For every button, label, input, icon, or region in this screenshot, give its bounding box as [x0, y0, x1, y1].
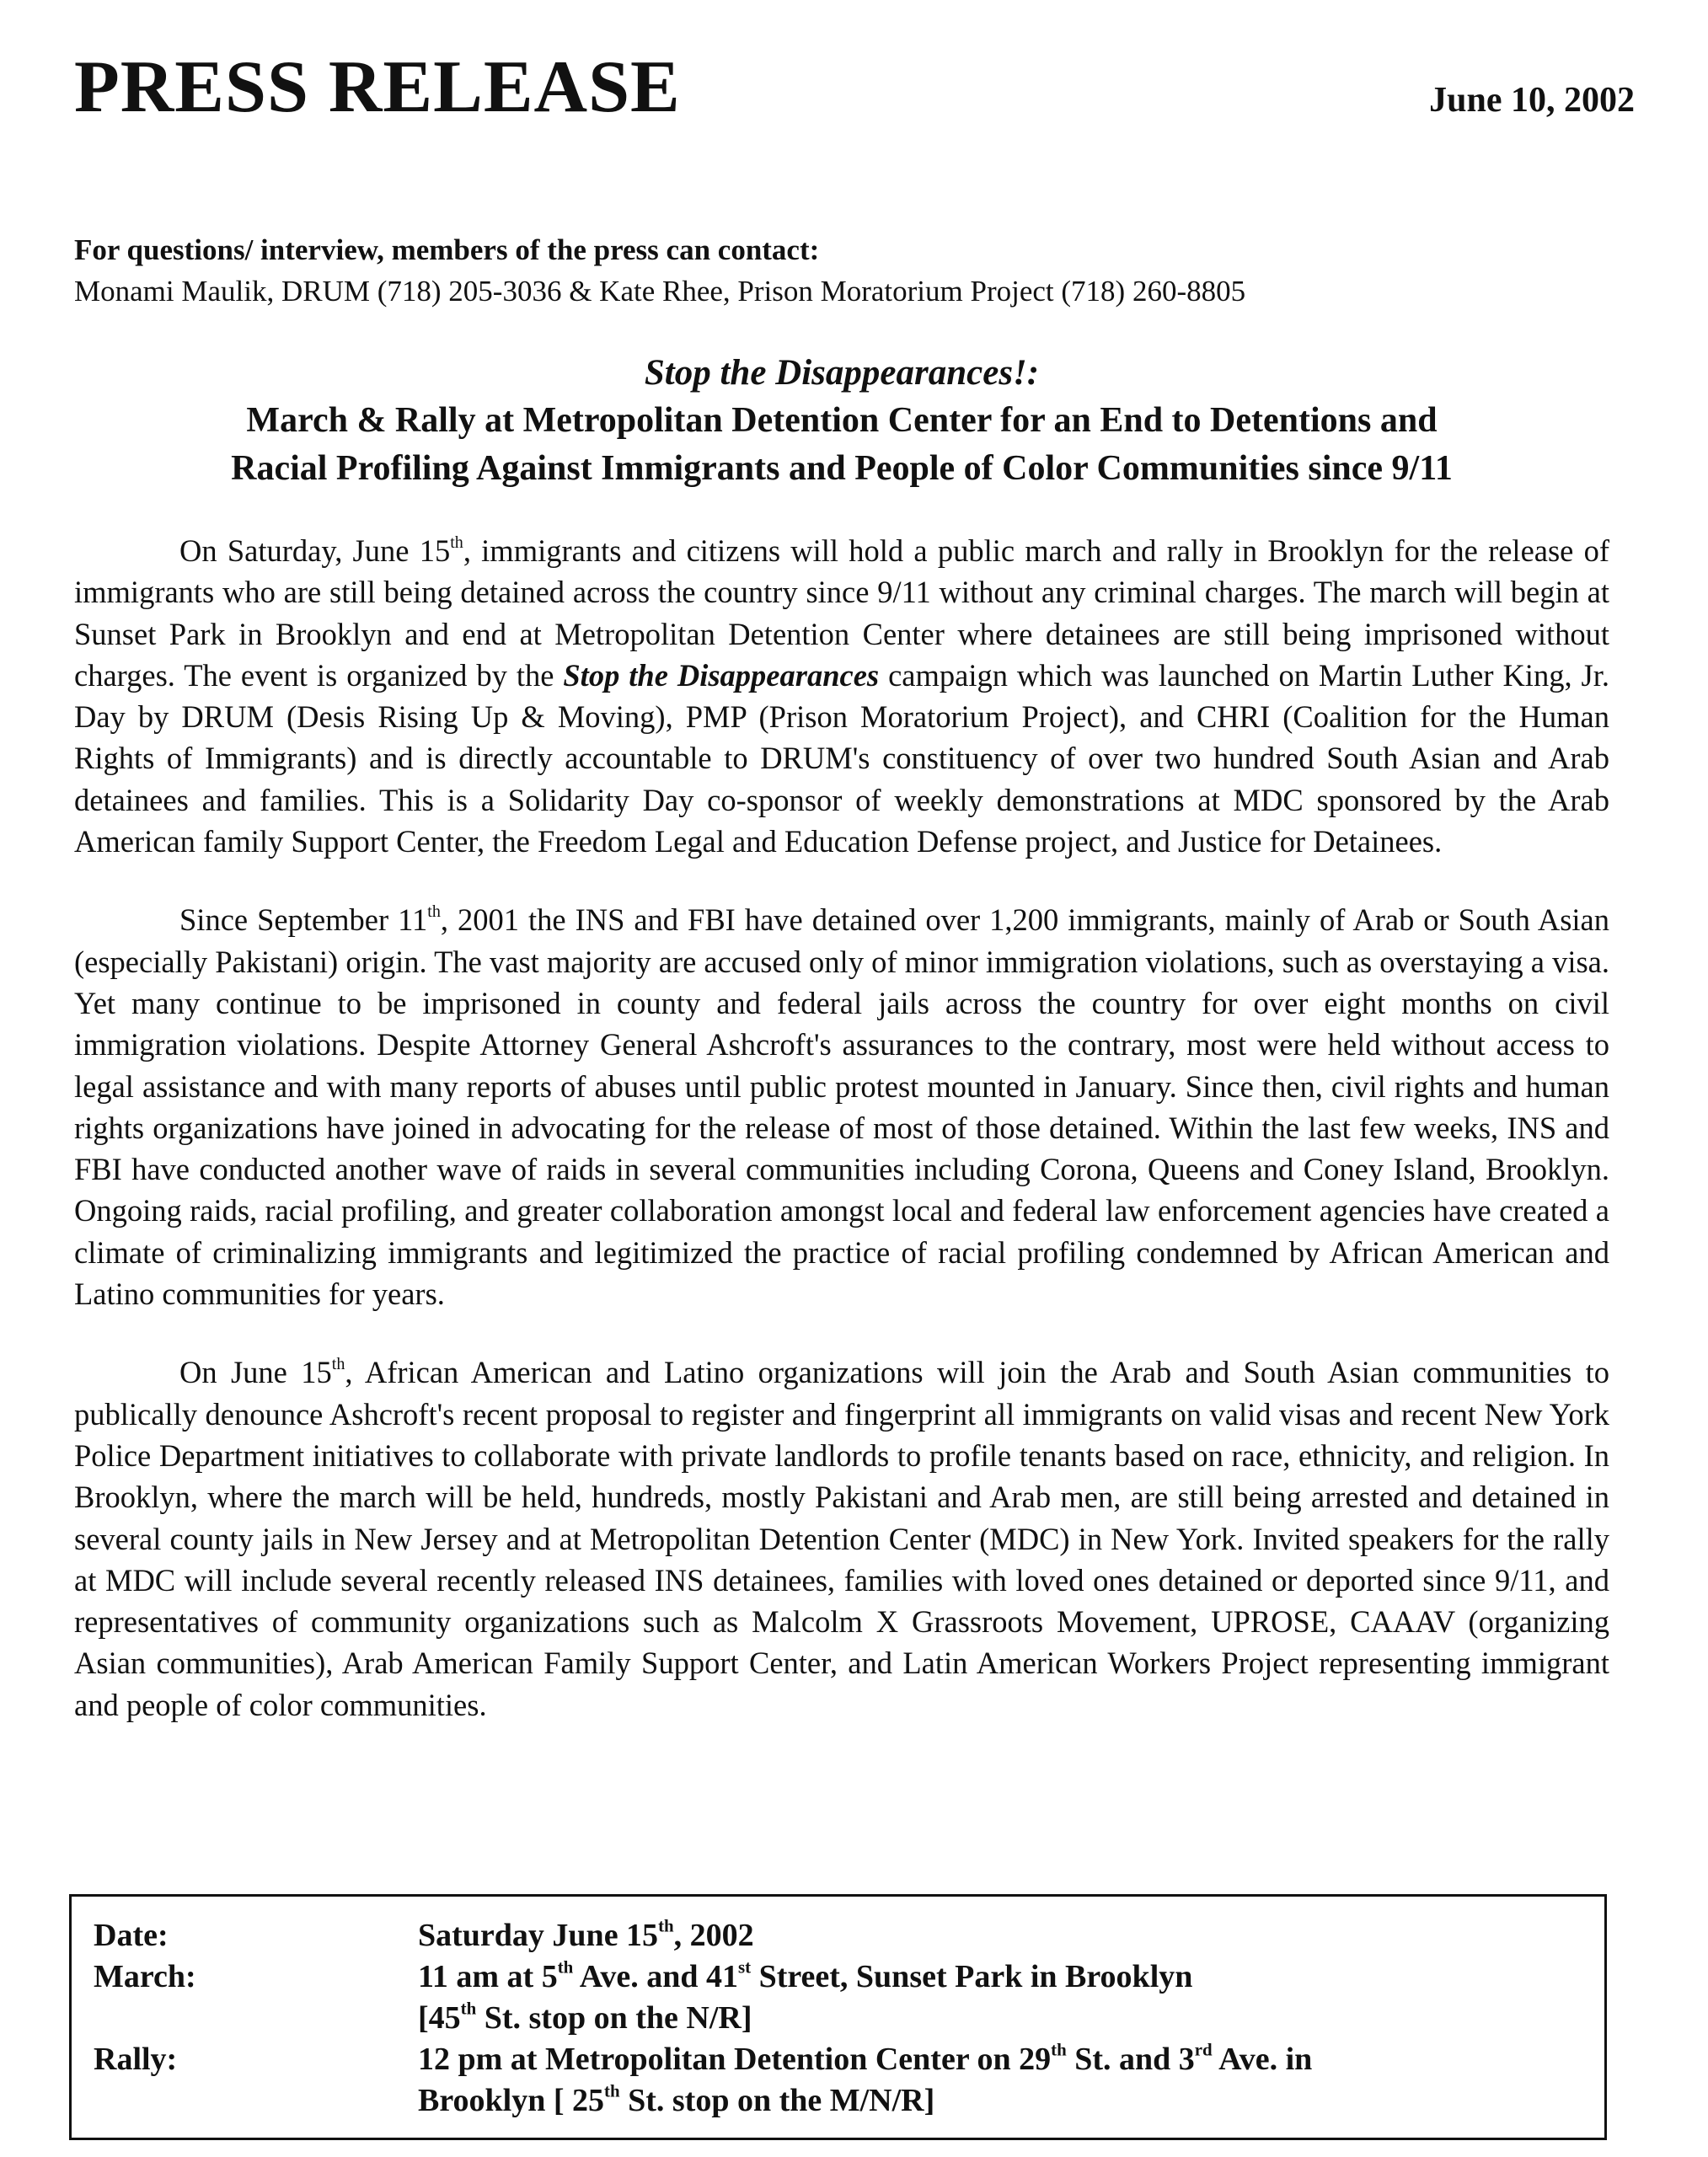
march-label: March: [94, 1959, 196, 1994]
march-l1-b: Ave. and 41 [573, 1959, 738, 1994]
march-value [418, 1956, 1604, 2039]
date-sup: th [658, 1915, 674, 1936]
rally-l1-a: 12 pm at Metropolitan Detention Center on 29 [418, 2042, 1052, 2077]
paragraph-2 [74, 899, 1609, 1314]
rally-l2-b: St. stop on the M/N/R] [619, 2083, 935, 2118]
p2-sup: th [427, 902, 441, 922]
march-l1-sup2: st [737, 1956, 752, 1978]
p1-sup: th [450, 533, 463, 552]
p1-text-a: On Saturday, June 15 [179, 533, 451, 568]
details-row-date [72, 1915, 1604, 1956]
contact-block [74, 229, 1609, 312]
rally-line-1 [418, 2039, 1604, 2080]
headline-line-2: Racial Profiling Against Immigrants and People of Color Communities since 9/11 [231, 449, 1453, 488]
date-value-b: , 2002 [673, 1918, 754, 1953]
p1-text-b: , immigrants and citizens will hold a public march and rally in Brooklyn for the release of immigrants who are still being detained across the country since 9/11 without any criminal charges. The march will begin at Sunset Park in Brooklyn and end at Metropolitan Detention Center where detainees are still being imprisoned without charges. The event is organized by the [74, 533, 1610, 693]
date-value-a: Saturday June 15 [418, 1918, 659, 1953]
march-l2-a: [45 [418, 2000, 461, 2036]
march-l2-sup: th [460, 1998, 477, 2019]
rally-value [418, 2039, 1604, 2122]
date-value [418, 1915, 1604, 1956]
march-l2-b: St. stop on the N/R] [476, 2000, 752, 2036]
rally-l1-sup1: th [1051, 2039, 1067, 2060]
headline [74, 349, 1609, 493]
p3-text-a: On June 15 [179, 1355, 332, 1390]
release-date: June 10, 2002 [1429, 81, 1635, 120]
rally-l2-sup: th [604, 2080, 620, 2101]
march-l1-sup1: th [557, 1956, 574, 1978]
march-line-2 [418, 1998, 1604, 2039]
march-l1-a: 11 am at 5 [418, 1959, 558, 1994]
page-title: PRESS RELEASE [74, 46, 681, 128]
march-l1-c: Street, Sunset Park in Brooklyn [751, 1959, 1193, 1994]
headline-subtitle: Stop the Disappearances!: [644, 353, 1040, 393]
p2-text-b: , 2001 the INS and FBI have detained over 1,200 immigrants, mainly of Arab or South Asian (especially Pakistani) origin. The vast majority are accused only of minor immigration violations, such as overstaying a visa. Yet many continue to be imprisoned in county and federal jails across the country for over eight months on civil immigration violations. Despite Attorney General Ashcroft's assurances to the contrary, most were held without access to legal assistance and with many reports of abuses until public protest mounted in January. Since then, civil rights and human rights organizations have joined in advocating for the release of most of those detained. Within the last few weeks, INS and FBI have conducted another wave of raids in several communities including Corona, Queens and Coney Island, Brooklyn. Ongoing raids, racial profiling, and greater collaboration amongst local and federal law enforcement agencies have created a climate of criminalizing immigrants and legitimized the practice of racial profiling condemned by African American and Latino communities for years. [74, 902, 1609, 1312]
date-label: Date: [94, 1918, 169, 1953]
p3-sup: th [331, 1355, 345, 1374]
p2-text-a: Since September 11 [179, 902, 428, 938]
header [74, 46, 1635, 143]
rally-l1-sup2: rd [1194, 2039, 1213, 2060]
press-release-page [74, 46, 1635, 1757]
rally-line-2 [418, 2080, 1604, 2122]
p1-campaign-name: Stop the Disappearances [563, 657, 880, 693]
event-details-box [69, 1894, 1607, 2140]
headline-line-1: March & Rally at Metropolitan Detention Center for an End to Detentions and [246, 401, 1438, 440]
rally-l1-b: St. and 3 [1066, 2042, 1195, 2077]
rally-label: Rally: [94, 2042, 178, 2077]
contact-label: For questions/ interview, members of the press can contact: [74, 233, 820, 266]
rally-l1-c: Ave. in [1212, 2042, 1313, 2077]
p3-text-b: , African American and Latino organizations will join the Arab and South Asian communities to publically denounce Ashcroft's recent proposal to register and fingerprint all immigrants on valid visas and recent New York Police Department initiatives to collaborate with private landlords to profile tenants based on race, ethnicity, and religion. In Brooklyn, where the march will be held, hundreds, mostly Pakistani and Arab men, are still being arrested and detained in several county jails in New Jersey and at Metropolitan Detention Center (MDC) in New York. Invited speakers for the rally at MDC will include several recently released INS detainees, families with loved ones detained or deported since 9/11, and representatives of community organizations such as Malcolm X Grassroots Movement, UPROSE, CAAAV (organizing Asian communities), Arab American Family Support Center, and Latin American Workers Project representing immigrant and people of color communities. [74, 1355, 1609, 1722]
details-row-rally [72, 2039, 1604, 2122]
rally-l2-a: Brooklyn [ 25 [418, 2083, 605, 2118]
march-line-1 [418, 1956, 1604, 1998]
paragraph-3 [74, 1351, 1609, 1726]
details-row-march [72, 1956, 1604, 2039]
p1-text-c: campaign which was launched on Martin Luther King, Jr. Day by DRUM (Desis Rising Up & Moving), PMP (Prison Moratorium Project), and CHRI (Coalition for the Human Rights of Immigrants) and is directly accountable to DRUM's constituency of over two hundred South Asian and Arab detainees and families. This is a Solidarity Day co-sponsor of weekly demonstrations at MDC sponsored by the Arab American family Support Center, the Freedom Legal and Education Defense project, and Justice for Detainees. [74, 657, 1609, 859]
paragraph-1 [74, 530, 1609, 862]
contact-line: Monami Maulik, DRUM (718) 205-3036 & Kate Rhee, Prison Moratorium Project (718) 260-8805 [74, 275, 1246, 308]
